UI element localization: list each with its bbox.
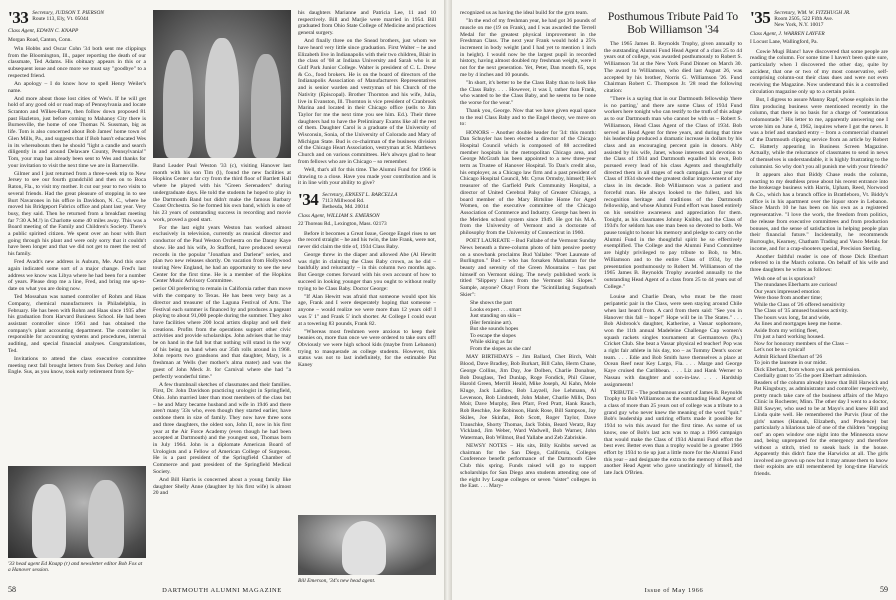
paragraph: perior Oil preferring to remain in California rather than move with the company to Texas. He has been very busy as a director and treasurer of the Laguna Festival of Arts. The Festival each summer is financed by and produces a pageant playing to about 91,000 people during the summer. They also have facilities where 200 local artists display and sell their creations. Profits from the operations support other civic activities and provide scholarships. John advises that he may be on hand in the fall but that nothing will stand in the way of his being on hand when our 35th rolls around in 1968. John reports two grandsons and that daughter, Mary, is a freshman at Wells (her mother's alma mater) and was the guest of John Meck Jr. for Carnival where she had "a perfectly wonderful time.": [153, 286, 291, 380]
class-agent: Class Agent, J. WARREN LAYFER: [750, 30, 825, 37]
poem-line: Our years impressed emotion: [754, 288, 820, 295]
paragraph: Ted Mossahan was named controller of Rohm and Haas Company, chemical manufacturers in Philadelphia, in February. He has been with Rohm and Haas since 1935 after his graduation from Harvard Business School. He had been assistant controller since 1961 and has obtained the company's plant accounting department. The controller is responsible for accounting systems and procedures, internal auditing, and special financial analyses. Congratulations, Ted.: [8, 294, 146, 354]
poem-line: Dick Eberhart, from whom you ask permission.: [754, 366, 861, 373]
poem-line: Wish one of us is spurious?: [754, 275, 816, 282]
poem-line: The hours wax long, fat and wide,: [754, 314, 831, 321]
secretary-address: Route 113, Ely, Vt. 05044: [32, 16, 89, 23]
left-column-2: [153, 163, 291, 583]
class-secretary: [32, 10, 104, 22]
photo-knapp-fox: [8, 466, 146, 558]
paragraph: "In short, it's better to be the Class Baby than to look like the Class Baby. . . . However, it was I, rather than Frank, who wanted to be the Class Baby, and he seems to be none the worse for the wear.": [460, 79, 596, 106]
article-headline: Posthumous Tribute Paid To Bob Williamson '34: [607, 11, 739, 36]
secretary-title: Secretary, WM. W. FITZHUGH JR.: [774, 10, 851, 16]
paragraph: George threw in the diaper and allowed Abe (Al Hewitt was right in claiming the Class Baby crown, as he did – bashfully and reluctantly – in this column two months ago. But George comes forward with his own account of how to succeed in looking younger than you ought to without really trying to be Class Baby. Doctor George:: [298, 252, 436, 292]
class-number: '34: [298, 190, 319, 210]
secretary-address: Room 2505, 522 Fifth Ave.: [774, 16, 834, 23]
paragraph: NEWSY NOTES – His sits, Billy Knibbs served as chairman for the San Diego, California, Colleges Conference benefit performance of the Dartmouth Glee Club this spring. Funds raised will go to support scholarships for San Diego area students attending one of the eight Ivy League colleges or seven "sister" colleges in the East. . . . Mary-: [460, 443, 596, 490]
paragraph: Gilmer and I just returned from a three-week trip to New Jersey to see our fourth grandchild and then on to Boca Raton, Fla., to visit my mother. It cut our year to two visits to several friends. Had the great pleasure of stopping in to see Burt Navarones in his office in Davidson, N. C., where he moved his Bridgeport Fabrics office and plant last year. Very busy, they said. Then he returned from a breakfast meeting far 7:30 A.M.!) in Charlotte some 40 miles away. This was a Board meeting of the Family and Children's Society. There's a public spirited citizen. We spent over an hour with Burt going through his plant and were only sorry that it couldn't have been longer and that we did not get to meet the rest of his family.: [8, 170, 146, 258]
paragraph: Louise and Charlie Dean, who must be the most peripatetic pair in the Class, were seen staying around Chile when last heard from. A card from them said: "See you in Hanover this fall – hope!" Hope will be in The States." . . . Bob Alsbrook's daughter, Katherine, a Vassar sophomore, won the 11th annual Madeleine Challenge Cup women's squash rackets singles tournament at Germantown (Pa.) Cricket Club. She beat a Vassar physical ed teacher! Pop was a right fair athlete in his day, too – as Tommy Dent's soccer team. . . . Edie and Bob Smith have themselves a place at Ocean Reef near Key Largo, Fla. . . . Marge and George Kaye cruised the Caribbean. . . . Liz and Hank Werner to Nassau with daughter and son-in-law. . . . Hardship assignments!: [604, 294, 742, 388]
paragraph: For the last eight years Weston has worked almost exclusively in television, currently as musical director and conductor of the Paul Weston Orchestra on the Danny Kaye show. He and his wife, Jo Stafford, have produced several records in the popular "Jonathan and Darlene" series, and plan two new releases shortly. On vacation from Hollywood touring New England, he had an opportunity to see the new Center for the first time. He is a member of the Hopkins Center Music Advisory Committee.: [153, 224, 291, 285]
class-agent: Class Agent, WILLIAM S. EMERSON: [298, 212, 380, 219]
poem-line: To join the laureate in our midst.: [754, 360, 828, 367]
class-heading-35: [750, 10, 888, 29]
page-number: 58: [8, 585, 16, 594]
paragraph: And Bill Harris is concerned about a young family like daughter Shelly Anne (daughter by his first wife) is almost 20 and: [153, 476, 291, 497]
poem-line: (Her feminine art).: [470, 319, 513, 326]
poem-line: Aside from my writing fleet,: [754, 327, 819, 334]
paragraph: Fred Avadt's new address is Auburn, Me. And this once again indicated some sort of a major change. Fred's last address we know was Libya where he had been for a number of years. Please drop me a line, Fred, and bring me up-to-date on what you are doing now.: [8, 259, 146, 293]
paragraph: Before it becomes a Great Issue, George Engel rises to set the record straight – he and his twin, the late Frank, were not, never did claim the title of, 1934 Class Baby.: [298, 230, 436, 250]
poem-line: As lines and mortgages keep me home.: [754, 321, 842, 328]
left-column-3: [298, 10, 436, 510]
paragraph: TRIBUTE – The posthumous award of James B. Reynolds Trophy to Bob Williamson as the outstanding Head Agent of a class of more than 25 years out of college was a tribute to a grand guy who never knew the meaning of the word "quit." Bob's leadership and untiring efforts made it possible for 1934 to win this award for the first time. As some of us know, one of Bob's last acts was to map a 1966 campaign that would make the Class of 1934 Alumni Fund effort the best ever. Better even than a trophy would be a greater 1966 effort by 1934 to tie up just a little more for the Alumni Fund this year – and designate the extra to the memory of Bob and another Head Agent who gave unstintingly of himself, the late Jack O'Brien.: [604, 389, 742, 477]
photo-emerson: [298, 515, 436, 575]
secretary-address: 7113 Millwood Rd.: [322, 198, 365, 205]
class-agent-address: 22 Thoreau Rd., Lexington, Mass. 02173: [298, 221, 387, 228]
left-column-1: [8, 10, 146, 465]
paragraph: A few thumbnail sketches of classmates and their families. First, Dr. John Davidson practicing urologist in Springfield, Ohio. John married later than most members of the class but – he and Mary became husband and wife in 1946 and there aren't many '33s who, even though they started earlier, have outdone them in size of family. They now have three sons and three daughters, the oldest son, John II, now in his first year at the Air Force Academy (even though he had been accepted at Dartmouth) and the youngest son, Thomas born in July 1964. John is a diplomate American Board of Urologists and a Fellow of American College of Surgeons. He is a past president of the Springfield Chamber of Commerce and past president of the Springfield Medical Society.: [153, 381, 291, 475]
secretary-address-2: Bethesda, Md. 20014: [322, 204, 369, 211]
paragraph: Thank you, George. Now that we have given equal space to the real Class Baby and to the Engel theory, we move on to:: [460, 108, 596, 128]
poem: [470, 300, 596, 352]
poem-line: The Class of '35 amused business activity.: [754, 308, 849, 315]
poem-line: While the Class of '26 offered sensitivity: [754, 301, 846, 308]
secretary-address-2: New York, N.Y. 10017: [774, 22, 824, 29]
class-secretary: [322, 192, 397, 211]
paragraph: The 1965 James B. Reynolds Trophy, given annually to the outstanding Alumni Fund Head Agent of a class 25 to 44 years out of college, was awarded posthumously to Robert S. Williamson '34 at the New York Fund Dinner on March 30. The award to Williamson, who died last August 26, was accepted by his brother, Norris G. Williamson '26. Fund Chairman Robert C. Thompson Jr. '28 read the following citation:: [604, 41, 742, 94]
paragraph: Cowie Mugi Blanc! have discovered that some people are reading the column. For some time I haven't been quite sure, particularly when I discovered the other day, quite by accident, that one or two of my most conservative, self-comprising column-out their class dues and were not even receiving the Magazine. Now understand this is a controlled circulation magazine only up to a certain point.: [750, 48, 888, 95]
paragraph: Win Hobbs and Oscar Cohn '34 both sent me clippings from the Bloomington, Ill., paper reporting the death of our classmate, Ted Adams. His obituary appears in this or a subsequent issue and once more we must say "goodbye" to a respected friend.: [8, 45, 146, 79]
poem-line: She shows the part: [470, 300, 513, 307]
class-number: '33: [8, 10, 29, 27]
paragraph: But, I digress to assure Manny Rapf, whose exploits in the film producing business were mentioned recently in the column, that there is no basis for a charge of "ostentatious rodomontade." His letter to me, apparently answering one I wrote him on June 4, 1962, inquires where I got the news. It was a brief and standard entry – from a commercial channel of the Dartmouth clipping service from an article by Robert C. Hatterly appearing in Business Screen Magazine. Actually, while the reluctance of classmates to send in news of themselves is understandable, it is highly frustrating to the columnist. So why don't you all punish me with your friends?: [750, 96, 888, 170]
poem-line: Now for honorary members of the Class –: [754, 340, 849, 347]
paragraph: POET LAUREATE – Bud Fallabe of the Vermont Sunday News beneath a three-column photo of him pensive poetry on a snowbank proclaims Bud Yallabe: "Poet Laureate of Burlington." Bud – who has forsaken Manhattan for the beauty and serenity of the Green Mountains – has put himself on Vermont skiing. The newly published work is titled "Slippery Lines from the Vermont Ski Slopes." Sample, anyone? Okay! From the "Scintillating Sugarbush Skier":: [460, 238, 596, 298]
poem-line: Readers of the column already know that Bill Harwick and Pat Kingsbury, as administrator and controller respectively, pretty much take care of the business affairs of the Mayo Clinic in Rochester, Minn. The other day I went to a doctor, Bill Sawyer, who used to be at Mayo's and knew Bill and Linda quite well. He remembered the Purvis (four of the girls' names (Hannah, Elizabeth, and Prudence) but particularly a hilarious tale of one of the children "stepping out" an open window one night into the Minnesota snow and, being unprepared for the emergency and therefore without a stitch, tried to sneak back in the house. Apparently this didn't faze the Harwicks at all. The girls involved are grown up now but it may amuse them to know their exploits are still remembered by long-time Harwick friends.: [754, 379, 888, 477]
poem-line: Looks expert . . . smart: [470, 306, 522, 313]
photo-weston: [153, 10, 291, 158]
poem: [754, 276, 888, 478]
paragraph: Another faithful reader is one of those Dick Eberhart referred to in the March column. On behalf of his wife and three daughters he writes as follows:: [750, 253, 888, 274]
paragraph: Band Leader Paul Weston '33 (c), visiting Hanover last month with his son Tim (l), found the new facilities at Hopkins Center a far cry from the third floor of Bartlett Hall where he played with his "Green Serenaders" during undergraduate days. He told the students he hoped to play in the Dartmouth Band but didn't make the famous Barbary Coast Orchestra. So he formed his own band, which is one of his 23 years of outstanding success in recording and movie work, proved a good start.: [153, 163, 291, 223]
class-agent-address: Morgan Road, Canton, Conn.: [8, 36, 72, 43]
paragraph: MAY BIRTHDAYS – Jim Ballard, Chet Birch, Walt Blood, Dave Bradley, Bob Burkart, Bill Cahn, Herm Chane, George Collins, Jim Day, Joe Dolben, Charlie Donahue, Bob Douglass, Ted Dunlap, Roge Fondick, Phil Glaser, Harold Green, Merrill Heald, Mike Joseph, Al Kahn, Mole Kluge, Jack Laidlaw, Bob Layzell, Joe Lehmann, Al Levenson, Bob Lindstedt, John Maher, Charlie Mills, Don Moir, Dave Murphy, Ben Pfarr, Fred Pratt, Hank Rauch, Rob Reschke, Joe Robinson, Hank Rose, Bill Sampson, Jay Skiles, Joe Skinfas, Bob Scott, Roger Taylor, Dave Trauschke, Shorty Thomas, Jack Tobin, Beard Veratz, Ray Vickland, Jim Weber, Ward Wadwell, Bob Warner, John Waterman, Bob Wilmot, Bud Yallabe and Zeb Zabriskie.: [460, 354, 596, 441]
paragraph: HONORS – Another double header for '34: this month: Dan Schuyler has been elected a director of the Chicago Hospital Council which is composed of 88 accredited member hospitals in the metropolitan Chicago area, and George McGrath has been appointed to a new three-year term as Trustee of Hanover Hospital. To Dan's credit also, his employer, as a Chicago law firm and a past president of Chicago Hospital Council, Mr. Cyrus Ormsby, himself; He's treasurer of the Garfield Park Community Hospital, a director of United Cerebral Palsy of Greater Chicago, a board member of the Mary Birtsline Home for Aged Women, on the executive committee of the Chicago Association of Commerce and Industry. George has been in the Meriden school system since 1949. He got his M.A. from the University of Vermont and a doctorate of philosophy from the University of Connecticut in 1960.: [460, 129, 596, 237]
photo-caption: Bill Emerson, '34's new head agent.: [298, 578, 376, 584]
poem-line: Just standing on skis –: [470, 313, 521, 320]
page-number: 59: [880, 585, 888, 594]
poem-line: Admit Richard Eberhart of '26: [754, 353, 823, 360]
photo-caption: '33 head agent Ed Knapp (r) and newsletter editor Bob Fox at a Hanover session.: [8, 561, 143, 574]
poem-line: Cordially grant to '35 the poet Eberhart admission.: [754, 373, 868, 380]
class-number: '35: [750, 10, 771, 27]
paragraph: "In the end of my freshman year, he had got 36 pounds of muscle on me (19 on Frank), and I was awarded the Terrell Medal for the greatest physical improvement in the Freshman Class. The next year Frank would hold a 25% increment in body weight (and I had yet to mention 1 inch in height). I would now be the largest pupil in recorded history, having almost doubled my freshman weight, were it not for the next generation. Yet, Peter, Dan month 65, tops me by 4 inches and 10 pounds.: [460, 18, 596, 78]
left-page: [0, 0, 444, 600]
poem-line: While skiing as far: [470, 339, 513, 346]
paragraph: "There is a saying that in our Dartmouth fellowship 'there is no parting,' and there are some Class of 1934 Fund workers here tonight who can testify to the truth of this adage as to our Dartmouth man who cannot be with us – Robert S. Williamson, Head Class Agent of the Class of 1934. Bob served as Head Agent for three years, and during that time his leadership produced a dramatic increase in dollars by his class and an encouraging percent gain in donors. Ably assisted by his wife, Janet, whose interests and devotion to the Class of 1934 and Dartmouth equalled his own, Bob pursued every lead of his class Agents and thoughtfully directed them in all stages of each campaign. Last year the Class of 1934 showed the greatest dollar improvement of any class in its decade. Bob Williamson was a patient and forceful man. He always looked to the fullest, and his recognition heritage and traditions of the Dartmouth fellowship, and whose Alumni Fund effort was based entirely on his sensitive awareness and appreciation for them. Tonight, as his classmates Johnny Knibbs, and the Class of 1934's for seldom has one man been so devoted to both. We pause tonight to honor his memory and pledge to carry on the Alumni Fund in the thoughtful spirit he so effectively exemplified. The College and the Alumni Fund Committee are highly privileged to pay tribute to Bob, to Mrs. Williamson and to the entire Class of 1934, by the presentation posthumously to Robert M. Williamson of the 1965 James B. Reynolds Trophy awarded annually to the outstanding Head Agent of a class from 25 to 44 years out of College.": [604, 96, 742, 290]
class-secretary: [774, 10, 850, 29]
paragraph: recognized us as having the ideal build for the gym team.: [460, 10, 589, 16]
paragraph: "If Alan Hewitt was afraid that someone would spot his age, Frank and I were desperately hoping that someone – anyone – would realize we were more than 12 years old! I was 5' 1" and Frank 5' inch shorter. At College I could swat at a towering 83 pounds, Frank 82.: [298, 293, 436, 327]
right-column-3: [750, 10, 888, 586]
secretary-title: Secretary, ERNEST L. BARCELLA: [322, 192, 398, 199]
class-heading-34: [298, 192, 436, 211]
poem-line: Were those from another time;: [754, 295, 823, 302]
right-page: [452, 0, 896, 600]
paragraph: An apology – I do know how to spell Henry Weiler's name.: [8, 80, 146, 94]
paragraph: Well, that's all for this time. The Alumni Fund for 1966 is drawing to a close. Have you made your contribution and is it in line with your ability to give?: [298, 166, 436, 187]
secretary-title: Secretary, JUDSON T. PIERSON: [32, 10, 104, 16]
spread-gutter: [444, 0, 452, 600]
poem-line: To escape the slopes: [470, 332, 516, 339]
poem-line: The mundanes Eberharts are curious!: [754, 282, 838, 289]
running-head: Issue of May 1966: [644, 587, 704, 594]
paragraph: Invitations to attend the class executive committee meeting next fall brought letters from Sus Dorkey and John Engle. Sus, as you know, took early retirement from Sy-: [8, 355, 146, 376]
paragraph: And finally three on the Snead brothers, just whom we have heard very little since graduation. First Walter – he and Elizabeth live in Indianapolis with their two children, Blair in the class of '68 at Indiana University and Sarah who is at Gulf Park Junior College. Walter is president of C. L. Drew & Co., food brokers. He is on the board of directors of the Indianapolis Association of Manufacturers Representatives and is senior warden and vestryman of his Church of the Nativity (Episcopal). Brother Thornton and his wife, Julia, live in Evanston, Ill. Thornton is vice president of Cranbrook Marina and located in their Chicago office (sells to Jim Taylor for me the next time you see him. Ed.). Their three daughters had to have the Preliminary Exams like all the rest of them. Daughter Carol is a graduate of the University of Wisconsin, Sonia, of the University of Colorado and Mary of Michigan State. Bud is co-chairman of the business division of the Chicago Heart Association, vestryman at St. Matthews Church and on various committees. He's always glad to hear from fellows who are in Chicago – so remember.: [298, 38, 436, 165]
poem-line: I'm just a hard working housed.: [754, 334, 825, 341]
paragraph: his daughters Marianne and Patricia Lee, 11 and 10 respectively. Bill and Marjie were married in 1954. Bill graduated from Ohio State College of Medicine and practices general surgery.: [298, 10, 436, 37]
right-column-2: [604, 10, 742, 586]
class-heading-33: [8, 10, 146, 26]
paragraph: It appears also that Biddy Chase reads the column, reacting to my deathless prose about his recent entrance into the brokerage business with Harris, Upham, Reed, Norwood & Co., which has a branch office in Brattleboro, Vt. Biddy's office is in his apartment over the liquor store in Lebanon. Since March 10 he has been on his own as a registered representative. "I love the work, the freedom from politics, the release from executive committees and from production bonuses, and the sense of satisfaction in helping people plan their financial future." Incidentally, he recommends Burroughs, Kearney, Chatham Trading and Vasco Metals for income, and for a crap-shooters special, Precision Sterling.: [750, 171, 888, 252]
right-column-1: [460, 10, 596, 586]
poem-line: From the slopes as she can!: [470, 345, 532, 352]
class-agent-address: I Locust Lane, Wallingford, Pa.: [750, 39, 818, 46]
poem-line: But she sounds hopes: [470, 326, 519, 333]
running-head: DARTMOUTH ALUMNI MAGAZINE: [162, 587, 282, 594]
class-agent: Class Agent, EDWIN C. KNAPP: [8, 28, 79, 34]
paragraph: "Whereas most freshmen were anxious to keep their beanies on, more than once we were ordered to take ours off! Obviously we were high school kids (maybe from Lebanon) trying to masquerade as college students. However, this status was not to last indefinitely, for the estimable Pat Kaney: [298, 328, 436, 369]
poem-line: Let's not be so cynical!: [754, 347, 806, 354]
paragraph: And more about those lost cities of Wes's. If he will get hold of any good old or road map of Pennsylvania and locate Scranton and Wilkes-Barre, then follow down proposed 81 past Hazleton, just before coming to Mahanoy City there is Burnesville, the home of one Thomas N. Sussman, big as life. Tom is also concerned about Bob James' home town of Glen Mills, Pa., and suggests that if Bob hasn't educated Wes in its whereabouts then he should "light a candle and search diligently in and around Delaware County, Pennsylvania!" Tom, your map has already been sent to Wes and thanks for your invitation to visit the next time we are in Barnesville.: [8, 95, 146, 169]
